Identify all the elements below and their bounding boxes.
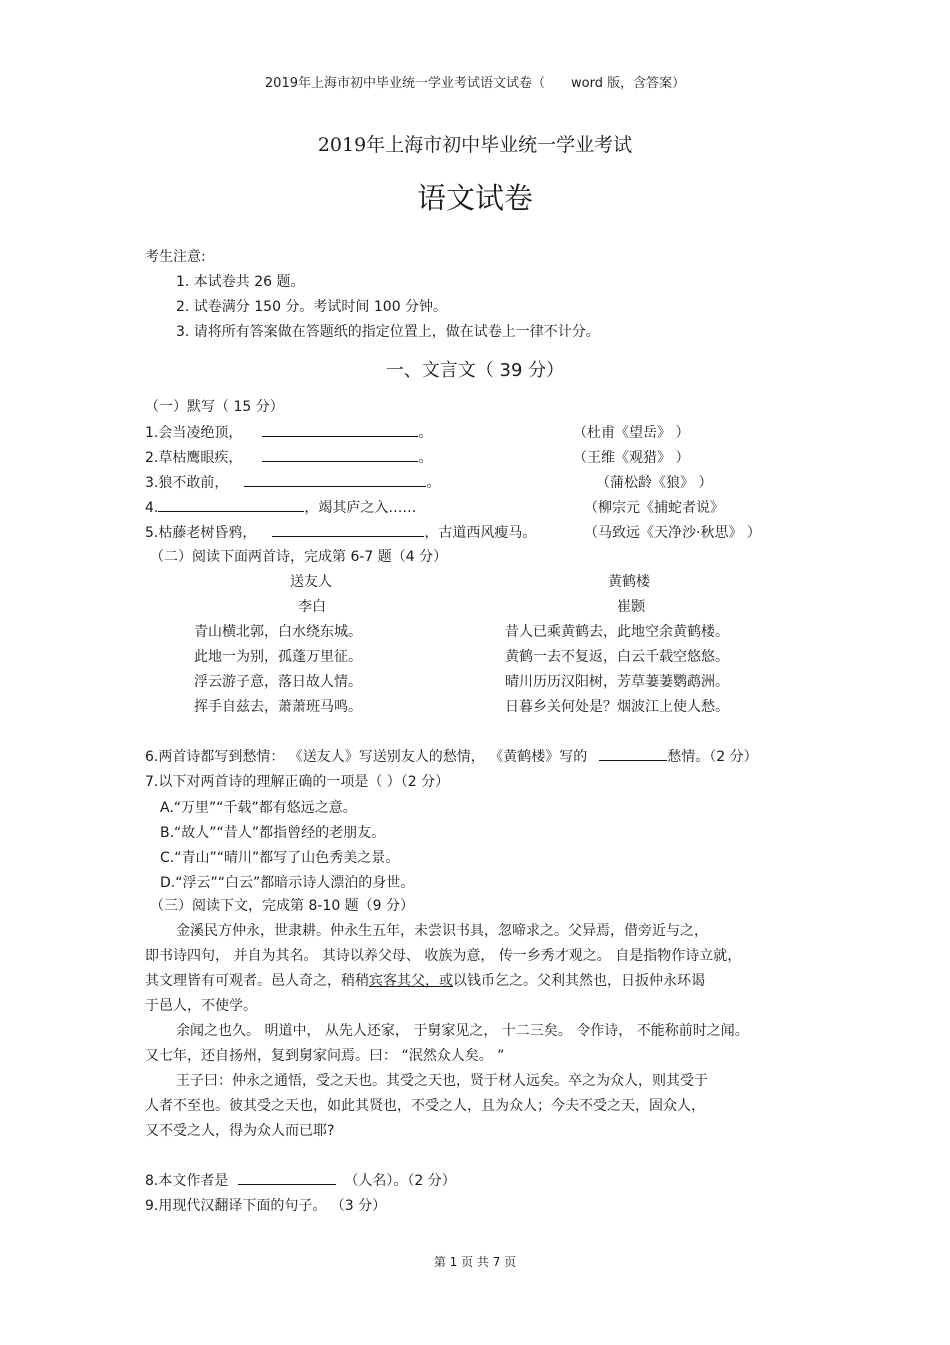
- part2-heading: （二）阅读下面两首诗，完成第 6-7 题（4 分）: [150, 549, 448, 565]
- notice-item-1: 1. 本试卷共 26 题。: [176, 274, 305, 290]
- question-5: [145, 522, 536, 542]
- q2-text: 2.草枯鹰眼疾，: [145, 450, 243, 466]
- passage-p1-line-2: 即书诗四句， 并自为其名。 其诗以养父母、 收族为意， 传一乡秀才观之。 自是指物作诗立就，: [145, 948, 742, 964]
- exam-title: 2019年上海市初中毕业统一学业考试: [317, 134, 633, 156]
- q3-text: 3.狼不敢前，: [145, 475, 229, 491]
- q3-end: 。: [426, 475, 441, 491]
- q4-text: 4.: [145, 500, 159, 516]
- q3-source: （蒲松龄《狼》 ）: [596, 475, 713, 491]
- question-4: [145, 497, 416, 517]
- poem2-title: 黄鹤楼: [608, 574, 650, 590]
- poem2-line-2: 黄鹤一去不复返，白云千载空悠悠。: [505, 649, 729, 665]
- q6-blank[interactable]: [599, 746, 667, 761]
- q8-text: 8.本文作者是: [145, 1173, 229, 1189]
- passage-p1-line-1: 金溪民方仲永，世隶耕。仲永生五年，未尝识书具，忽啼求之。父异焉，借旁近与之，: [176, 923, 708, 939]
- q5-text: 5.枯藤老树昏鸦，: [145, 525, 257, 541]
- p1-l3-b: 以钱币乞之。父利其然也，日扳仲永环谒: [453, 973, 705, 989]
- q2-source: （王维《观猎》 ）: [573, 450, 690, 466]
- question-1: [145, 422, 432, 442]
- q6-text: 6.两首诗都写到愁情： 《送友人》写送别友人的愁情， 《黄鹤楼》写的: [145, 749, 588, 765]
- passage-p3-line-2: 人者不至也。彼其受之天也，如此其贤也，不受之人，且为众人；今夫不受之天，固众人，: [145, 1098, 705, 1114]
- q4-end: ，竭其庐之入……: [304, 500, 417, 516]
- q7-option-b[interactable]: B.“故人”“昔人”都指曾经的老朋友。: [160, 825, 386, 841]
- exam-subtitle: 语文试卷: [416, 181, 533, 215]
- passage-p2-line-2: 又七年，还自扬州，复到舅家问焉。曰： “泯然众人矣。 ”: [145, 1048, 505, 1064]
- notice-item-2: 2. 试卷满分 150 分。考试时间 100 分钟。: [176, 299, 448, 315]
- notice-item-3: 3. 请将所有答案做在答题纸的指定位置上，做在试卷上一律不计分。: [176, 324, 600, 340]
- poem1-line-3: 浮云游子意，落日故人情。: [194, 674, 362, 690]
- q6-end: 愁情。（2 分）: [667, 749, 758, 765]
- passage-p3-line-1: 王子曰：仲永之通悟，受之天也。其受之天也，贤于材人远矣。卒之为众人，则其受于: [176, 1073, 708, 1089]
- q7-option-c[interactable]: C.“青山”“晴川”都写了山色秀美之景。: [160, 850, 400, 866]
- question-6: [145, 746, 758, 766]
- underlined-phrase: 宾客其父，或: [369, 973, 453, 989]
- section-heading: 一、文言文（ 39 分）: [385, 360, 565, 381]
- poem1-author: 李白: [298, 599, 326, 615]
- poem1-line-2: 此地一为别，孤蓬万里征。: [194, 649, 362, 665]
- q1-text: 1.会当凌绝顶，: [145, 425, 243, 441]
- passage-p2-line-1: 余闻之也久。 明道中， 从先人还家， 于舅家见之， 十二三矣。 令作诗， 不能称前时之闻。: [176, 1023, 749, 1039]
- passage-p1-line-3: [145, 970, 705, 990]
- q7-option-d[interactable]: D.“浮云”“白云”都暗示诗人漂泊的身世。: [160, 875, 415, 891]
- part3-heading: （三）阅读下文，完成第 8-10 题（9 分）: [150, 898, 415, 914]
- poem1-title: 送友人: [290, 574, 332, 590]
- q5-source: （马致远《天净沙·秋思》 ）: [584, 525, 761, 541]
- q4-source: （柳宗元《捕蛇者说》: [584, 500, 724, 516]
- question-3: [145, 472, 440, 492]
- question-2: [145, 447, 432, 467]
- question-8: [145, 1170, 456, 1190]
- poem2-author: 崔颢: [617, 599, 645, 615]
- page-footer: 第 1 页 共 7 页: [433, 1255, 517, 1269]
- q1-source: （杜甫《望岳》 ）: [573, 425, 690, 441]
- poem2-line-4: 日暮乡关何处是？烟波江上使人愁。: [505, 699, 729, 715]
- q5-end: ，古道西风瘦马。: [424, 525, 537, 541]
- q1-end: 。: [418, 425, 433, 441]
- q2-blank[interactable]: [262, 447, 418, 462]
- q7-option-a[interactable]: A.“万里”“千载”都有悠远之意。: [160, 800, 357, 816]
- passage-p1-line-4: 于邑人，不使学。: [145, 998, 257, 1014]
- q3-blank[interactable]: [244, 472, 426, 487]
- page-header: 2019年上海市初中毕业统一学业考试语文试卷（ word 版，含答案）: [264, 76, 686, 91]
- poem1-line-1: 青山横北郭，白水绕东城。: [194, 624, 362, 640]
- q1-blank[interactable]: [262, 422, 418, 437]
- notice-heading: 考生注意:: [145, 249, 206, 265]
- question-9: 9.用现代汉翻译下面的句子。 （3 分）: [145, 1198, 387, 1214]
- part1-heading: （一）默写（ 15 分）: [145, 399, 284, 415]
- poem2-line-3: 晴川历历汉阳树，芳草萋萋鹦鹉洲。: [505, 674, 729, 690]
- poem1-line-4: 挥手自兹去，萧萧班马鸣。: [194, 699, 362, 715]
- p1-l3-a: 其文理皆有可观者。邑人奇之，稍稍: [145, 973, 369, 989]
- poem2-line-1: 昔人已乘黄鹤去，此地空余黄鹤楼。: [505, 624, 729, 640]
- passage-p3-line-3: 又不受之人，得为众人而已耶?: [145, 1123, 335, 1139]
- q8-blank[interactable]: [238, 1170, 336, 1185]
- question-7: 7.以下对两首诗的理解正确的一项是（ ）（2 分）: [145, 774, 450, 790]
- q2-end: 。: [418, 450, 433, 466]
- q8-end: （人名）。（2 分）: [344, 1173, 456, 1189]
- q5-blank[interactable]: [272, 522, 424, 537]
- q4-blank[interactable]: [158, 497, 304, 512]
